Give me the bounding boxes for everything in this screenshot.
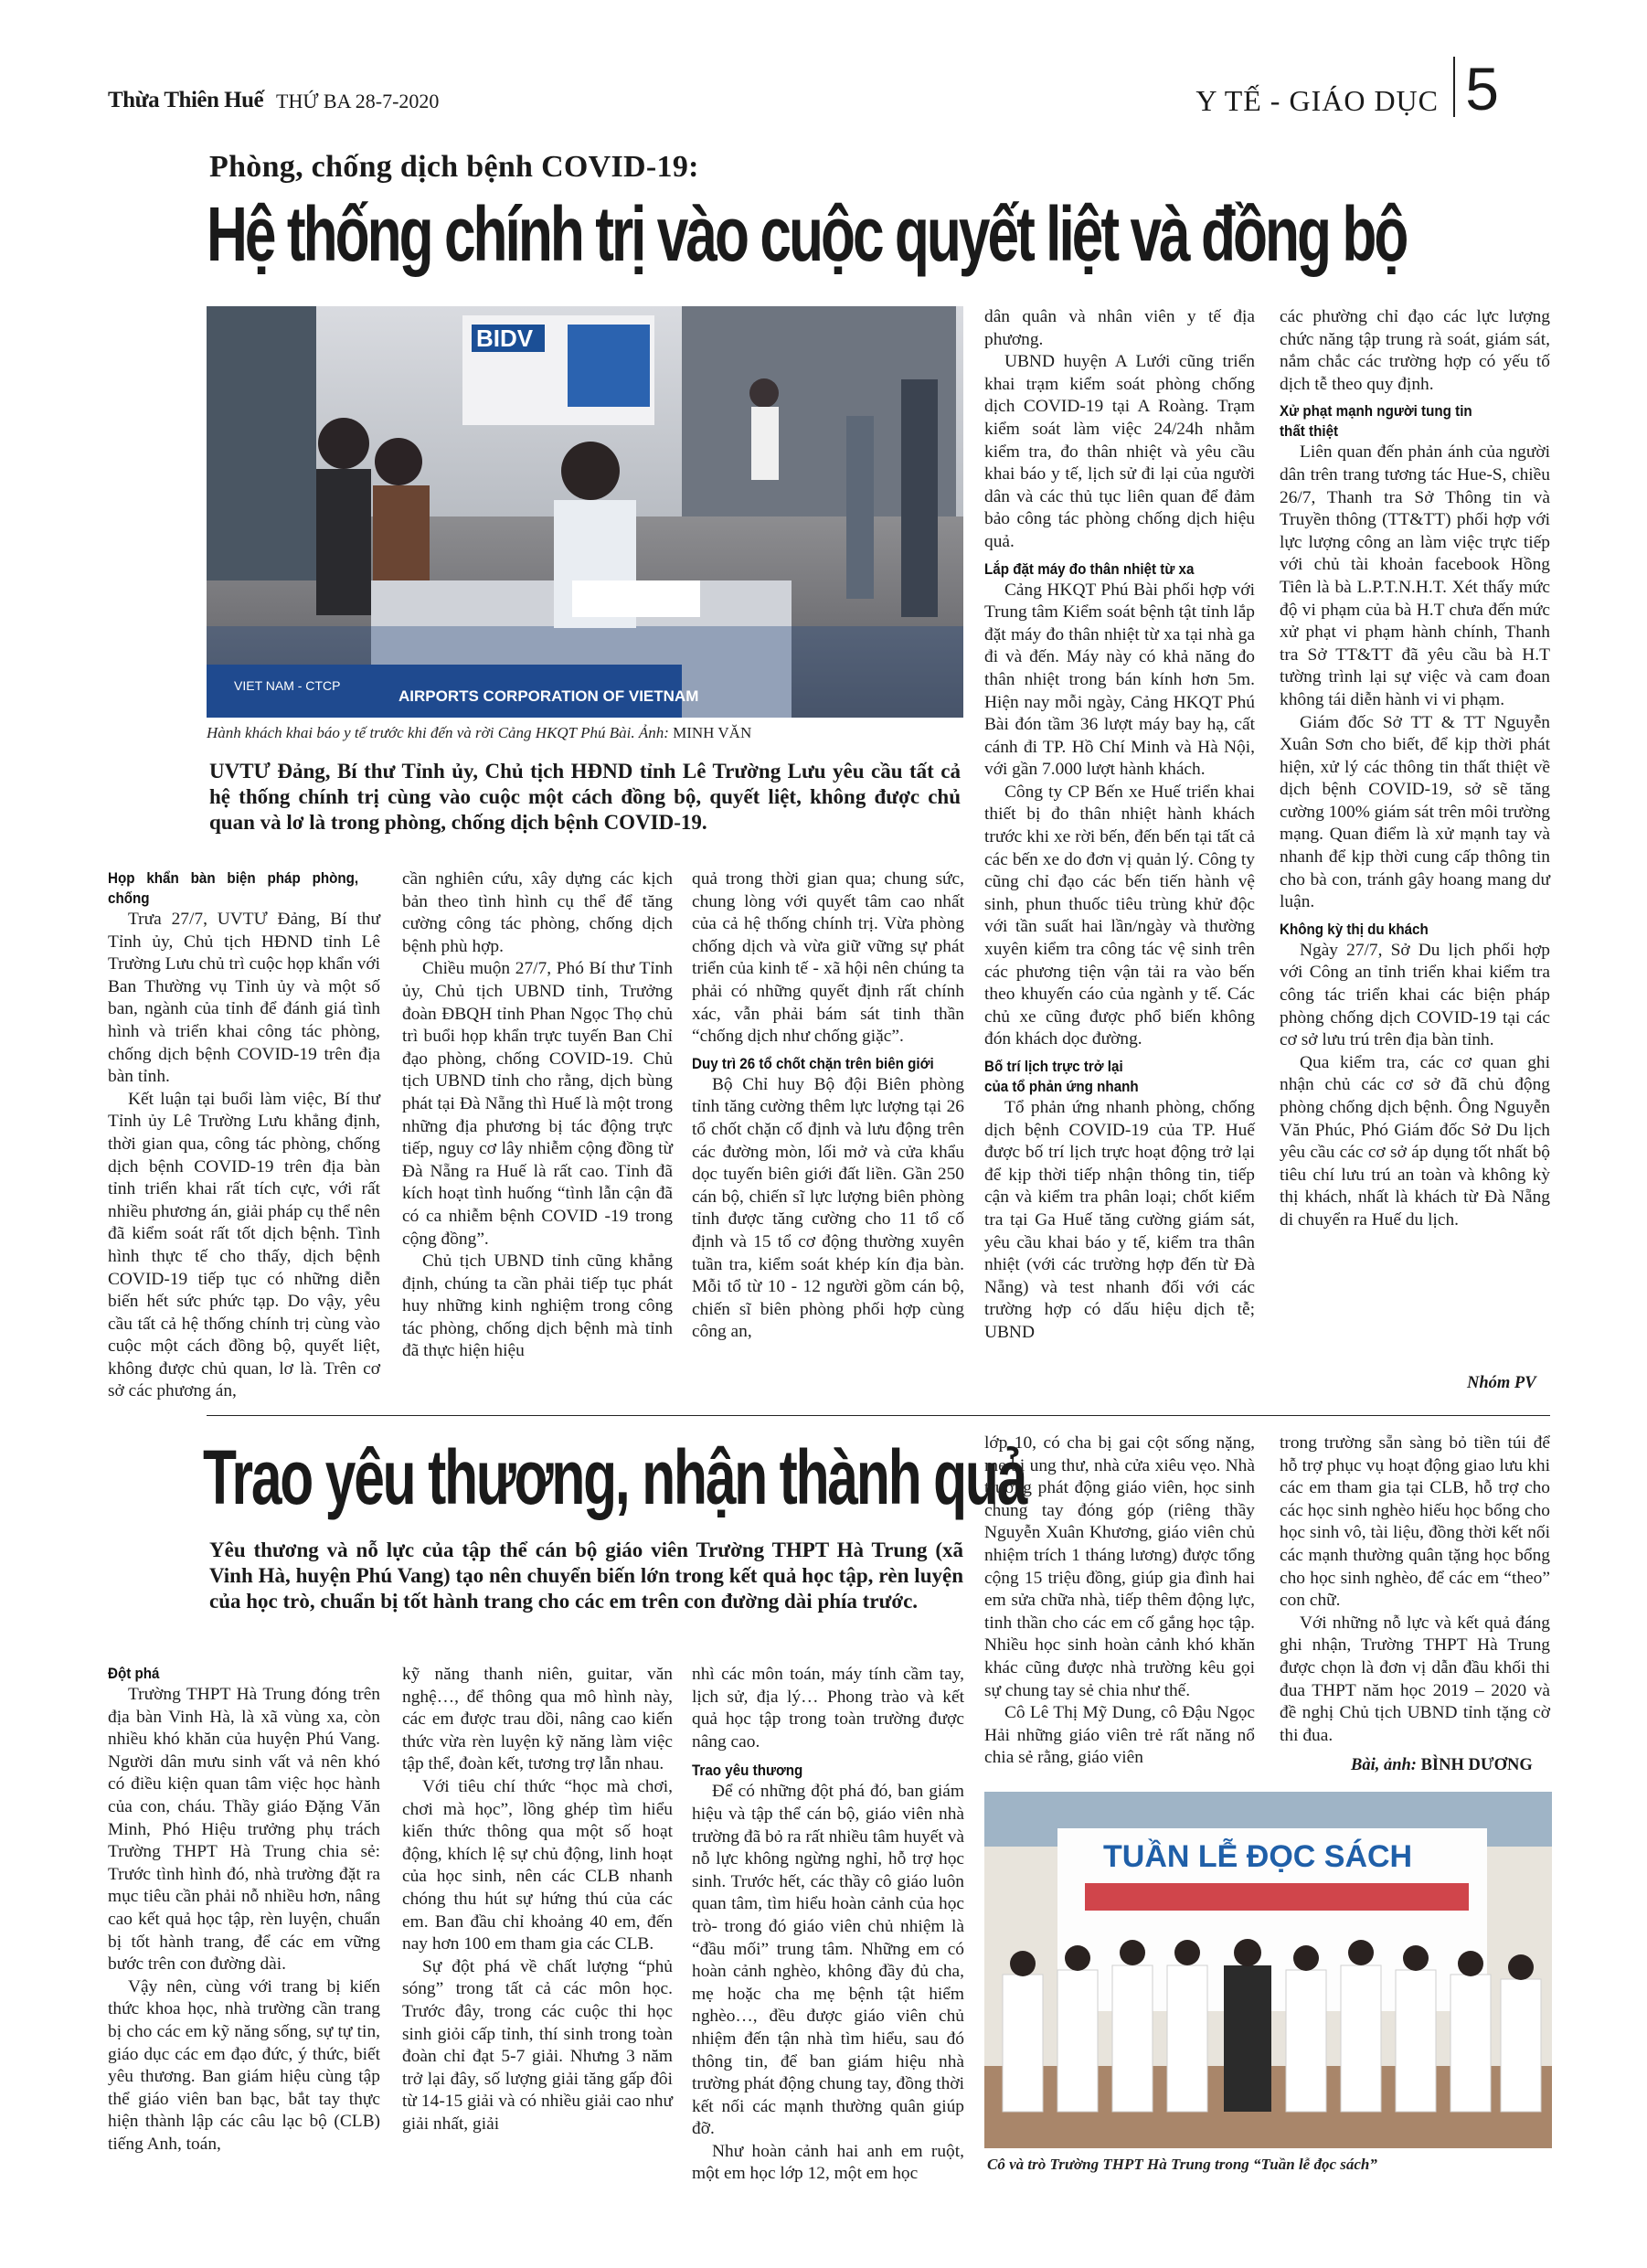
paragraph: Tổ phản ứng nhanh phòng, chống dịch bệnh COVID-19 của TP. Huế được bố trí lịch trực hoạt động trở lại để kịp thời tiếp nhận thông tin, tiếp cận và kiểm tra phân loại; chốt kiểm tra tại Ga Huế tăng cường giám sát, yêu cầu khai báo y tế, kiểm tra thân nhiệt (với các trường hợp đến từ Đà Nẵng) và test nhanh đối với các trường hợp có dấu hiệu dịch tễ; UBND — [984, 1098, 1255, 1342]
paragraph: Như hoàn cảnh hai anh em ruột, một em học lớp 12, một em học — [692, 2141, 964, 2184]
paragraph: Với tiêu chí thức “học mà chơi, chơi mà học”, lồng ghép tìm hiểu kiến thức thông qua một số hoạt động, khích lệ sự chủ động, linh hoạt của học sinh, nên các CLB nhanh chóng thu hút sự hứng thú của các em. Ban đầu chỉ khoảng 40 em, đến nay hơn 100 em tham gia các CLB. — [402, 1776, 673, 1954]
article1-col4 — [984, 306, 1255, 1345]
subhead-bo-tri: Bố trí lịch trực trở lại của tổ phản ứng nhanh — [984, 1059, 1139, 1095]
paragraph: Bộ Chỉ huy Bộ đội Biên phòng tỉnh tăng cường thêm lực lượng tại 26 tổ chốt chặn cố định và lưu động trên các đường mòn, lối mở và cửa khẩu dọc tuyến biên giới đất liền. Gần 250 cán bộ, chiến sĩ lực lượng biên phòng tỉnh được tăng cường cho 11 tổ cố định và 15 tổ cơ động thường xuyên tuần tra, kiểm soát khép kín địa bàn. Mỗi tổ từ 10 - 12 người gồm cán bộ, chiến sĩ biên phòng phối hợp cùng công an, — [692, 1074, 964, 1342]
paragraph: quả trong thời gian qua; chung sức, chung lòng với quyết tâm cao nhất của cả hệ thống chính trị. Vừa phòng chống dịch và vừa giữ vững sự phát triển của kinh tế - xã hội nên chúng ta phải có những quyết định rất chính xác, vẫn phải bám sát tinh thần “chống dịch như chống giặc”. — [692, 869, 964, 1047]
article1-col5 — [1280, 306, 1550, 1232]
article1-col3 — [692, 868, 964, 1344]
subhead-khong-ky-thi: Không kỳ thị du khách — [1280, 921, 1429, 938]
airport-scene-image — [207, 306, 963, 718]
paragraph: Trưa 27/7, UVTƯ Đảng, Bí thư Tỉnh ủy, Chủ tịch HĐND tỉnh Lê Trường Lưu chủ trì cuộc họp khẩn với Ban Thường vụ Tỉnh ủy và một số ban, ngành của tỉnh để đánh giá tình hình và triển khai công tác phòng, chống dịch bệnh COVID-19 trên địa bàn tỉnh. — [108, 910, 380, 1087]
article2-byline: Bài, ảnh: BÌNH DƯƠNG — [1351, 1756, 1533, 1774]
paragraph: Cô Lê Thị Mỹ Dung, cô Đậu Ngọc Hải những giáo viên trẻ rất năng nổ chia sẻ rằng, giáo viên — [984, 1703, 1255, 1768]
section-name: Y TẾ - GIÁO DỤC — [1195, 84, 1439, 117]
paragraph: các phường chỉ đạo các lực lượng chức năng tập trung rà soát, giám sát, nắm chắc các trường hợp có yếu tố dịch tễ theo quy định. — [1280, 307, 1550, 394]
subhead-hop-khan: Họp khẩn bàn biện pháp phòng, chống — [108, 870, 359, 907]
article1-lead: UVTƯ Đảng, Bí thư Tỉnh ủy, Chủ tịch HĐND tỉnh Lê Trường Lưu yêu cầu tất cả hệ thống chính trị cùng vào cuộc một cách đồng bộ, quyết liệt, không được chủ quan và lơ là trong phòng, chống dịch bệnh COVID-19. — [209, 760, 961, 834]
paragraph: Liên quan đến phản ánh của người dân trên trang tương tác Hue-S, chiều 26/7, Thanh tra Sở Thông tin và Truyền thông (TT&TT) phối hợp với lực lượng công an làm việc trực tiếp với chủ tài khoản facebook Hồng Tiên là bà L.P.T.N.H.T. Xét thấy mức độ vi phạm của bà H.T chưa đến mức xử phạt vi phạm hành chính, Thanh tra Sở TT&TT đã yêu cầu bà H.T tường trình lại sự việc và cam đoan không tái diễn hành vi vi phạm. — [1280, 442, 1550, 709]
subhead-duy-tri: Duy trì 26 tổ chốt chặn trên biên giới — [692, 1055, 934, 1072]
article1-col2 — [402, 868, 673, 1363]
paragraph: dân quân và nhân viên y tế địa phương. — [984, 307, 1255, 349]
paragraph: Công ty CP Bến xe Huế triển khai thiết bị đo thân nhiệt hành khách trước khi xe rời bến, đến bến tại tất cả các bến xe do đơn vị quản lý. Công ty cũng chỉ đạo các bến tiến hành vệ sinh, phun thuốc tiêu trùng khử độc với tần suất hai lần/ngày và thường xuyên kiểm tra công tác vệ sinh trên các phương tiện vận tải ra vào bến theo khuyến cáo của ngành y tế. Các chủ xe cũng được phổ biến không đón khách dọc đường. — [984, 782, 1255, 1049]
article2-lead: Yêu thương và nỗ lực của tập thể cán bộ giáo viên Trường THPT Hà Trung (xã Vinh Hà, huyện Phú Vang) tạo nên chuyển biến lớn trong kết quả học tập, rèn luyện của học trò, chuẩn bị tốt hành trang cho các em trên con đường dài phía trước. — [209, 1539, 963, 1613]
article1-col1 — [108, 868, 380, 1403]
article1-byline: Nhóm PV — [1467, 1374, 1536, 1392]
article-separator — [207, 1415, 1550, 1416]
paragraph: Giám đốc Sở TT & TT Nguyễn Xuân Sơn cho biết, để kịp thời phát hiện, xử lý các thông tin thất thiệt về dịch bệnh COVID-19, sở sẽ tăng cường 100% giám sát trên môi trường mạng. Quan điểm là xử mạnh tay và nhanh để kịp thời cung cấp thông tin cho bà con, tránh gây hoang mang dư luận. — [1280, 712, 1550, 912]
article2-col3 — [692, 1664, 964, 2186]
paragraph: UBND huyện A Lưới cũng triển khai trạm kiểm soát phòng chống dịch COVID-19 tại A Roàng. Trạm kiểm soát làm việc 24/24h nhằm kiểm tra, đo thân nhiệt và yêu cầu khai báo y tế, lịch sử đi lại của người dân và các thủ tục liên quan để đảm bảo công tác phòng chống dịch hiệu quả. — [984, 352, 1255, 551]
reading-week-banner: TUẦN LỄ ĐỌC SÁCH — [1103, 1839, 1413, 1874]
paragraph: lớp 10, có cha bị gai cột sống nặng, mẹ bị ung thư, nhà cửa xiêu vẹo. Nhà trường phát động giáo viên, học sinh chung tay đóng góp (riêng thầy Nguyễn Xuân Khương, giáo viên chủ nhiệm trích 1 tháng lương) được tổng cộng 15 triệu đồng, giúp gia đình hai em sửa chữa nhà, tiếp thêm động lực, tinh thần cho các em cố gắng học tập. Nhiều học sinh hoàn cảnh khó khăn khác cũng được nhà trường kêu gọi sự chung tay sẻ chia như thế. — [984, 1433, 1255, 1700]
article2-headline: Trao yêu thương, nhận thành quả — [203, 1434, 1026, 1520]
reading-week-photo — [984, 1792, 1552, 2148]
subhead-lap-dat: Lắp đặt máy đo thân nhiệt từ xa — [984, 560, 1195, 578]
article2-col4 — [984, 1432, 1255, 1770]
article2-col1 — [108, 1664, 380, 2156]
subhead-trao-yeu-thuong: Trao yêu thương — [692, 1762, 803, 1780]
paragraph: Vậy nên, cùng với trang bị kiến thức khoa học, nhà trường cần trang bị cho các em kỹ năng sống, sự tự tin, giáo dục các em đạo đức, ý thức, biết yêu thương. Ban giám hiệu cùng tập thể giáo viên ban bạc, bắt tay thực hiện thành lập các câu lạc bộ (CLB) tiếng Anh, toán, — [108, 1976, 380, 2154]
paragraph: Để có những đột phá đó, ban giám hiệu và tập thể cán bộ, giáo viên nhà trường đã bỏ ra rất nhiều tâm huyết và nỗ lực không ngừng nghỉ, hỗ trợ học sinh. Trước hết, các thầy cô giáo luôn quan tâm, tìm hiểu hoàn cảnh của học trò- trong đó giáo viên chủ nhiệm là “đầu mối” trung tâm. Những em có hoàn cảnh nghèo, không đầy đủ cha, mẹ hoặc cha mẹ bệnh tật hiểm nghèo…, đều được giáo viên chủ nhiệm đến tận nhà tìm hiểu, sau đó thông tin, để ban giám hiệu nhà trường phát động chung tay, đồng thời kết nối các mạnh thường quân giúp đỡ. — [692, 1782, 964, 2139]
subhead-xu-phat: Xử phạt mạnh người tung tin thất thiệt — [1280, 403, 1472, 441]
article2-col5 — [1280, 1432, 1550, 1747]
paragraph: Với những nỗ lực và kết quả đáng ghi nhận, Trường THPT Hà Trung được chọn là đơn vị dẫn đầu khối thi đua THPT năm học 2019 – 2020 và đề nghị Chủ tịch UBND tỉnh tặng cờ thi đua. — [1280, 1613, 1550, 1745]
paragraph: kỹ năng thanh niên, guitar, văn nghệ…, để thông qua mô hình này, các em được trau dồi, nâng cao kiến thức vừa rèn luyện kỹ năng làm việc tập thể, đoàn kết, tương trợ lẫn nhau. — [402, 1665, 673, 1774]
header-divider — [1453, 57, 1455, 117]
paper-name: Thừa Thiên Huế — [108, 88, 264, 112]
masthead — [108, 55, 1552, 122]
paragraph: nhì các môn toán, máy tính cầm tay, lịch sử, địa lý… Phong trào và kết quả học tập trong toàn trường được nâng cao. — [692, 1665, 964, 1752]
issue-date: THỨ BA 28-7-2020 — [276, 90, 440, 112]
paragraph: Kết luận tại buổi làm việc, Bí thư Tỉnh ủy Lê Trường Lưu khẳng định, thời gian qua, công tác phòng, chống dịch bệnh COVID-19 trên địa bàn tỉnh triển khai rất tích cực, với rất nhiều phương án, giải pháp cụ thể nên đã kiểm soát rất tốt dịch bệnh. Tình hình thực tế cho thấy, dịch bệnh COVID-19 tiếp tục có những diễn biến hết sức phức tạp. Do vậy, yêu cầu tất cả hệ thống chính trị cùng vào cuộc một cách đồng bộ, quyết liệt, không được chủ quan, lơ là. Trên cơ sở các phương án, — [108, 1089, 380, 1401]
paragraph: Ngày 27/7, Sở Du lịch phối hợp với Công an tỉnh triển khai kiểm tra công tác triển khai các biện pháp phòng chống dịch COVID-19 tại các cơ sở lưu trú trên địa bàn tỉnh. — [1280, 940, 1550, 1050]
paragraph: Cảng HKQT Phú Bài phối hợp với Trung tâm Kiểm soát bệnh tật tỉnh lắp đặt máy đo thân nhiệt từ xa tại nhà ga đi và đến. Máy này có khả năng đo thân nhiệt trong bán kính hơn 5m. Hiện nay mỗi ngày, Cảng HKQT Phú Bài đón tầm 36 lượt máy bay hạ, cất cánh đi TP. Hồ Chí Minh và Hà Nội, với gần 7.000 lượt hành khách. — [984, 580, 1255, 780]
airport-photo — [207, 306, 963, 718]
paragraph: Qua kiểm tra, các cơ quan ghi nhận chủ các cơ sở đã chủ động phòng chống dịch bệnh. Ông Nguyễn Văn Phúc, Phó Giám đốc Sở Du lịch yêu cầu các cơ sở áp dụng tốt nhất bộ tiêu chí lưu trú an toàn và không kỳ thị khách, nhất là khách từ Đà Nẵng di chuyển ra Huế du lịch. — [1280, 1052, 1550, 1230]
paragraph: Trường THPT Hà Trung đóng trên địa bàn Vinh Hà, là xã vùng xa, còn nhiều khó khăn của huyện Phú Vang. Người dân mưu sinh vất vả nên khó có điều kiện quan tâm việc học hành của con, cháu. Thầy giáo Đặng Văn Minh, Phó Hiệu trưởng phụ trách Trường THPT Hà Trung chia sẻ: Trước tình hình đó, nhà trường đặt ra mục tiêu cần phải nỗ nhiều hơn, nâng cao kết quả học tập, rèn luyện, chuẩn bị tốt hành trang, để các em vững bước trên con đường dài. — [108, 1685, 380, 1975]
paragraph: Chủ tịch UBND tỉnh cũng khẳng định, chúng ta cần phải tiếp tục phát huy những kinh nghiệm trong công tác phòng, chống dịch bệnh mà tỉnh đã thực hiện hiệu — [402, 1251, 673, 1361]
paragraph: cần nghiên cứu, xây dựng các kịch bản theo tình hình cụ thể để tăng cường công tác phòng, chống dịch bệnh phù hợp. — [402, 869, 673, 956]
article2-col2 — [402, 1664, 673, 2135]
subhead-dot-pha: Đột phá — [108, 1666, 160, 1682]
bank-sign: BIDV — [476, 325, 534, 352]
airport-label: AIRPORTS CORPORATION OF VIETNAM — [398, 687, 699, 705]
paragraph: trong trường sẵn sàng bỏ tiền túi để hỗ trợ phục vụ hoạt động giao lưu khi các em tham gia tại CLB, hỗ trợ cho các học sinh nghèo hiếu học bổng cho học sinh vô, tài liệu, đồng thời kết nối các mạnh thường quân tặng học bổng cho học sinh nghèo, để các em “theo” con chữ. — [1280, 1433, 1550, 1611]
article1-headline: Hệ thống chính trị vào cuộc quyết liệt và đồng bộ — [207, 191, 1407, 277]
paragraph: Chiều muộn 27/7, Phó Bí thư Tỉnh ủy, Chủ tịch UBND tỉnh, Trưởng đoàn ĐBQH tỉnh Phan Ngọc Thọ chủ trì buổi họp khẩn trực tuyến Ban Chỉ đạo phòng, chống COVID-19. Chủ tịch UBND tỉnh cho rằng, dịch bùng phát tại Đà Nẵng thì Huế là một trong những địa phương bị tác động trực tiếp, nguy cơ lây nhiễm cộng đồng từ Đà Nẵng ra Huế là rất cao. Tỉnh đã kích hoạt tình huống “tình lẫn cận đã có ca nhiễm bệnh COVID -19 trong cộng đồng”. — [402, 959, 673, 1249]
page-number: 5 — [1465, 55, 1499, 122]
photo-credit: MINH VĂN — [673, 724, 752, 741]
article1-kicker: Phòng, chống dịch bệnh COVID-19: — [209, 150, 699, 184]
counter-label: VIET NAM - CTCP — [234, 678, 341, 693]
airport-photo-caption: Hành khách khai báo y tế trước khi đến và rời Cảng HKQT Phú Bài. Ảnh: MINH VĂN — [207, 724, 752, 741]
reading-week-caption: Cô và trò Trường THPT Hà Trung trong “Tuần lễ đọc sách” — [987, 2156, 1377, 2173]
students-group-image — [984, 1792, 1552, 2148]
paragraph: Sự đột phá về chất lượng “phủ sóng” trong tất cả các môn học. Trước đây, trong các cuộc thi học sinh giỏi cấp tỉnh, thí sinh trong toàn đoàn chỉ đạt 5-7 giải. Nhưng 3 năm trở lại đây, số lượng giải tăng gấp đôi từ 14-15 giải và có nhiều giải cao như giải nhất, giải — [402, 1956, 673, 2134]
